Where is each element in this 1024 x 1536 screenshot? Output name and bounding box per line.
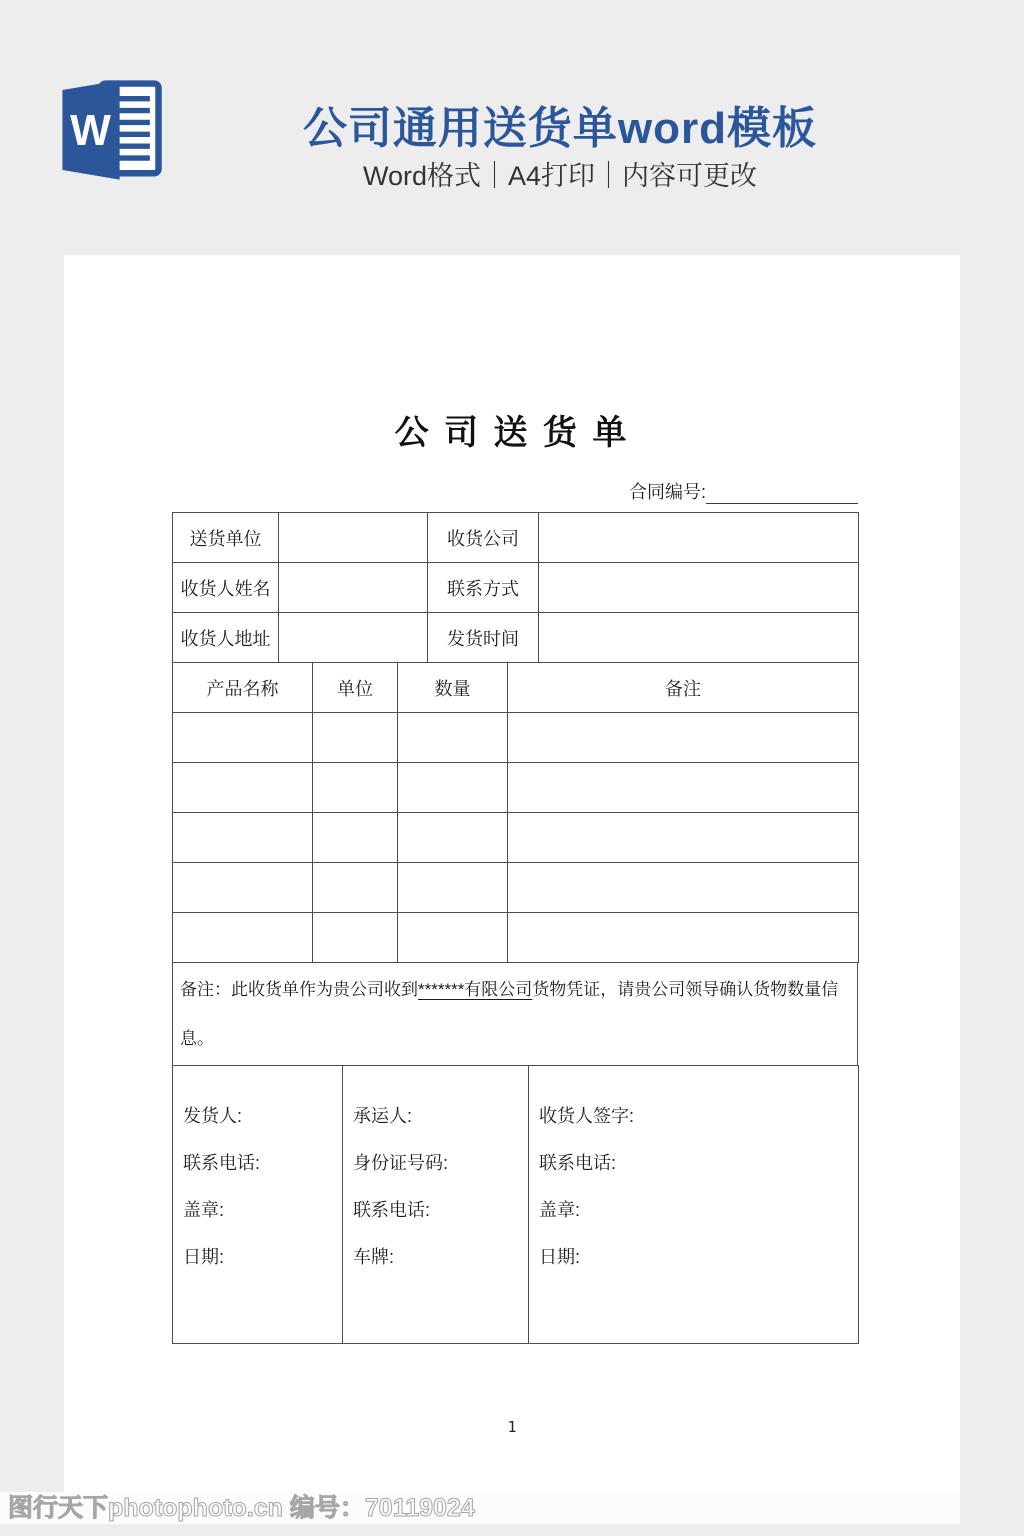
product-empty-row — [173, 863, 859, 913]
product-header-row — [173, 663, 859, 713]
info-value-cell — [279, 513, 428, 563]
product-empty-cell — [398, 863, 508, 913]
product-empty-cell — [173, 913, 313, 963]
info-label-cell: 送货单位 — [173, 513, 279, 563]
signature-line: 承运人: — [353, 1106, 413, 1126]
product-empty-cell — [313, 813, 398, 863]
contract-number-label: 合同编号: — [628, 482, 706, 502]
product-table — [172, 662, 859, 963]
product-empty-cell — [398, 913, 508, 963]
product-empty-cell — [508, 763, 859, 813]
svg-text:W: W — [70, 107, 111, 156]
note-cell — [172, 962, 858, 1066]
product-header-cell: 单位 — [313, 663, 398, 713]
info-label-cell: 收货人姓名 — [173, 563, 279, 613]
note-text-underlined: *******有限公司 — [418, 980, 533, 999]
signature-cell-sender — [173, 1066, 343, 1344]
site-watermark: 图行天下photophoto.cn 编号：70119024 — [0, 1492, 960, 1524]
banner-subtitle: Word格式｜A4打印｜内容可更改 — [362, 161, 758, 191]
product-empty-cell — [508, 913, 859, 963]
delivery-form — [172, 512, 858, 1344]
info-label-cell: 收货人地址 — [173, 613, 279, 663]
page-number: 1 — [507, 1418, 517, 1436]
document-title: 公 司 送 货 单 — [394, 414, 630, 452]
signature-line: 发货人: — [183, 1106, 243, 1126]
product-empty-row — [173, 813, 859, 863]
product-empty-cell — [313, 763, 398, 813]
product-empty-row — [173, 913, 859, 963]
product-empty-cell — [173, 863, 313, 913]
table-row — [173, 563, 859, 613]
contract-number-line — [629, 478, 858, 504]
product-empty-cell — [398, 763, 508, 813]
info-table — [172, 512, 859, 663]
product-empty-cell — [313, 863, 398, 913]
product-empty-cell — [508, 863, 859, 913]
product-empty-cell — [398, 713, 508, 763]
signature-line: 联系电话: — [353, 1200, 431, 1220]
contract-number-blank — [706, 484, 858, 504]
product-header-cell: 数量 — [398, 663, 508, 713]
product-empty-cell — [313, 713, 398, 763]
product-empty-cell — [313, 913, 398, 963]
signature-table — [172, 1065, 859, 1344]
product-empty-cell — [398, 813, 508, 863]
signature-cell-receiver — [529, 1066, 859, 1344]
info-label-cell: 收货公司 — [428, 513, 539, 563]
info-value-cell — [539, 563, 859, 613]
info-value-cell — [539, 513, 859, 563]
info-label-cell: 联系方式 — [428, 563, 539, 613]
product-header-cell: 备注 — [508, 663, 859, 713]
signature-line: 盖章: — [539, 1200, 581, 1220]
a4-page — [64, 255, 960, 1522]
table-row — [173, 513, 859, 563]
note-text-suffix: 货物凭证，请贵公司领导确认货物数量信息。 — [180, 980, 839, 1048]
word-logo-icon — [57, 76, 165, 184]
signature-line: 联系电话: — [183, 1153, 261, 1173]
info-label-cell: 发货时间 — [428, 613, 539, 663]
signature-line: 日期: — [539, 1247, 581, 1267]
product-empty-cell — [173, 813, 313, 863]
product-empty-row — [173, 763, 859, 813]
signature-cell-carrier — [343, 1066, 529, 1344]
note-text-prefix: 备注：此收货单作为贵公司收到 — [180, 980, 418, 999]
signature-line: 日期: — [183, 1247, 225, 1267]
signature-line: 收货人签字: — [539, 1106, 635, 1126]
product-empty-cell — [508, 813, 859, 863]
info-value-cell — [539, 613, 859, 663]
product-header-cell: 产品名称 — [173, 663, 313, 713]
signature-line: 联系电话: — [539, 1153, 617, 1173]
table-row — [173, 613, 859, 663]
product-empty-cell — [508, 713, 859, 763]
signature-line: 车牌: — [353, 1247, 395, 1267]
info-value-cell — [279, 563, 428, 613]
signature-line: 身份证号码: — [353, 1153, 449, 1173]
product-empty-cell — [173, 713, 313, 763]
banner-title: 公司通用送货单word模板 — [302, 104, 818, 153]
product-empty-cell — [173, 763, 313, 813]
signature-line: 盖章: — [183, 1200, 225, 1220]
product-empty-row — [173, 713, 859, 763]
info-value-cell — [279, 613, 428, 663]
signature-row — [173, 1066, 859, 1344]
